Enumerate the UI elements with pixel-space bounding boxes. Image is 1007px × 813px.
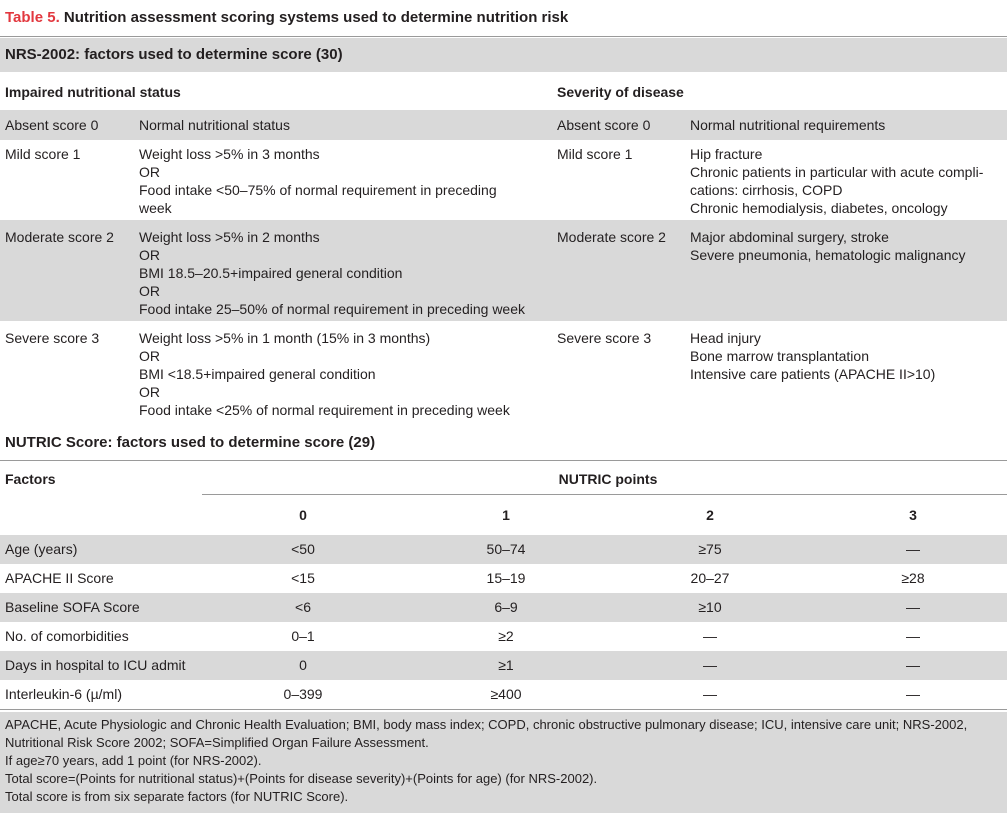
nrs-text-line: OR <box>139 247 160 263</box>
footnote-line: APACHE, Acute Physiologic and Chronic Health Evaluation; BMI, body mass index; COPD, chronic obstructive pulmonary disease; ICU, intensive care unit; NRS-2002, <box>5 717 968 732</box>
table-number: Table 5. <box>5 9 60 26</box>
nrs-right-description <box>690 228 966 264</box>
nrs-row <box>0 110 1007 140</box>
nrs-text-line: cations: cirrhosis, COPD <box>690 182 843 198</box>
nutric-value: ≥2 <box>498 628 514 644</box>
nrs-text-line: OR <box>139 384 160 400</box>
nrs-text-line: OR <box>139 348 160 364</box>
nutric-factor: Age (years) <box>5 541 78 557</box>
nrs-text-line: Chronic patients in particular with acute compli- <box>690 164 984 180</box>
nrs-right-description <box>690 116 885 134</box>
nutric-value: — <box>703 686 717 702</box>
nutric-value: — <box>906 657 920 673</box>
table-caption: Nutrition assessment scoring systems used to determine nutrition risk <box>63 9 569 26</box>
nutric-point-2: 2 <box>706 507 714 523</box>
nutric-value: 15–19 <box>486 570 526 586</box>
nrs-left-score: Severe score 3 <box>5 330 100 346</box>
footnote-line: Total score=(Points for nutritional status)+(Points for disease severity)+(Points for age) (for NRS-2002). <box>5 771 598 786</box>
nrs-left-description <box>139 228 525 318</box>
nutric-value: 50–74 <box>486 541 526 557</box>
nutric-value: ≥1 <box>498 657 514 673</box>
nrs-right-score: Severe score 3 <box>557 330 652 346</box>
footnote-line: Nutritional Risk Score 2002; SOFA=Simplified Organ Failure Assessment. <box>5 735 429 750</box>
nutric-value: 6–9 <box>494 599 518 615</box>
nrs-text-line: Weight loss >5% in 2 months <box>139 229 320 245</box>
nutric-value: — <box>906 599 920 615</box>
nrs-text-line: week <box>139 200 172 216</box>
nrs-left-score: Moderate score 2 <box>5 229 114 245</box>
nutric-value: ≥75 <box>698 541 722 557</box>
nrs-text-line: OR <box>139 283 160 299</box>
nrs-text-line: OR <box>139 164 160 180</box>
nutric-value: 0–1 <box>291 628 315 644</box>
nutric-point-3: 3 <box>909 507 917 523</box>
nutric-value: — <box>906 541 920 557</box>
nutric-data-row <box>0 680 1007 709</box>
nrs-text-line: Weight loss >5% in 1 month (15% in 3 months) <box>139 330 431 346</box>
nrs-left-description <box>139 145 497 217</box>
nrs-text-line: Severe pneumonia, hematologic malignancy <box>690 247 966 263</box>
nutric-data-row <box>0 535 1007 564</box>
table-title <box>5 9 568 26</box>
nrs-row <box>0 321 1007 425</box>
nrs-left-score: Absent score 0 <box>5 117 99 133</box>
nutric-section-heading: NUTRIC Score: factors used to determine score (29) <box>0 426 1007 460</box>
nutric-value: ≥28 <box>901 570 925 586</box>
nrs-row <box>0 140 1007 220</box>
nrs-text-line: BMI 18.5–20.5+impaired general condition <box>139 265 403 281</box>
nrs-left-description <box>139 329 510 419</box>
nutric-factor: Days in hospital to ICU admit <box>5 657 186 673</box>
nutric-factor: APACHE II Score <box>5 570 114 586</box>
table-footnotes <box>0 712 1007 813</box>
nutric-point-1: 1 <box>502 507 510 523</box>
divider <box>202 494 1007 495</box>
nrs-right-score: Moderate score 2 <box>557 229 666 245</box>
nutric-points-row <box>0 497 1007 533</box>
nutric-value: <50 <box>291 541 315 557</box>
nutric-factor: Baseline SOFA Score <box>5 599 140 615</box>
nutric-value: 20–27 <box>690 570 730 586</box>
footnote-line: If age≥70 years, add 1 point (for NRS-2002). <box>5 753 262 768</box>
nrs-col-severity: Severity of disease <box>557 84 684 100</box>
nutric-header-row <box>0 463 1007 495</box>
nrs-text-line: Hip fracture <box>690 146 763 162</box>
nrs-text-line: Intensive care patients (APACHE II>10) <box>690 366 936 382</box>
nrs-text-line: Weight loss >5% in 3 months <box>139 146 320 162</box>
nrs-row <box>0 220 1007 321</box>
nrs-text-line: Head injury <box>690 330 761 346</box>
nrs-text-line: Food intake 25–50% of normal requirement in preceding week <box>139 301 526 317</box>
nrs-left-description <box>139 116 290 134</box>
nrs-right-score: Absent score 0 <box>557 117 651 133</box>
nrs-text-line: Normal nutritional status <box>139 117 290 133</box>
nutric-data-row <box>0 564 1007 593</box>
nutric-value: — <box>703 657 717 673</box>
nrs-left-score: Mild score 1 <box>5 146 81 162</box>
nrs-text-line: Food intake <50–75% of normal requirement in preceding <box>139 182 497 198</box>
nrs-text-line: BMI <18.5+impaired general condition <box>139 366 376 382</box>
nutric-data-row <box>0 651 1007 680</box>
nutric-data-row <box>0 593 1007 622</box>
nrs-right-description <box>690 145 983 217</box>
divider <box>0 36 1007 37</box>
nutric-value: — <box>906 686 920 702</box>
nutric-factors-header: Factors <box>5 471 56 487</box>
nutric-value: <15 <box>291 570 315 586</box>
nutric-factor: No. of comorbidities <box>5 628 129 644</box>
divider <box>0 460 1007 461</box>
nutric-point-0: 0 <box>299 507 307 523</box>
nutric-value: ≥400 <box>490 686 522 702</box>
nutric-value: — <box>703 628 717 644</box>
nutric-points-header: NUTRIC points <box>558 471 658 487</box>
nrs-text-line: Bone marrow transplantation <box>690 348 869 364</box>
nutric-value: <6 <box>295 599 311 615</box>
divider <box>0 709 1007 710</box>
nrs-text-line: Major abdominal surgery, stroke <box>690 229 889 245</box>
footnote-line: Total score is from six separate factors (for NUTRIC Score). <box>5 789 349 804</box>
nutric-factor: Interleukin-6 (µ/ml) <box>5 686 122 702</box>
nrs-text-line: Normal nutritional requirements <box>690 117 886 133</box>
nutric-data-row <box>0 622 1007 651</box>
nrs-right-score: Mild score 1 <box>557 146 633 162</box>
nutric-value: 0–399 <box>283 686 323 702</box>
nrs-col-nutritional-status: Impaired nutritional status <box>5 84 181 100</box>
nutric-value: ≥10 <box>698 599 722 615</box>
nrs-text-line: Chronic hemodialysis, diabetes, oncology <box>690 200 948 216</box>
nrs-section-heading: NRS-2002: factors used to determine score (30) <box>0 38 1007 72</box>
nutric-value: — <box>906 628 920 644</box>
nrs-right-description <box>690 329 935 383</box>
nrs-text-line: Food intake <25% of normal requirement in preceding week <box>139 402 510 418</box>
nrs-column-headers <box>0 74 1007 110</box>
nutric-value: 0 <box>299 657 307 673</box>
